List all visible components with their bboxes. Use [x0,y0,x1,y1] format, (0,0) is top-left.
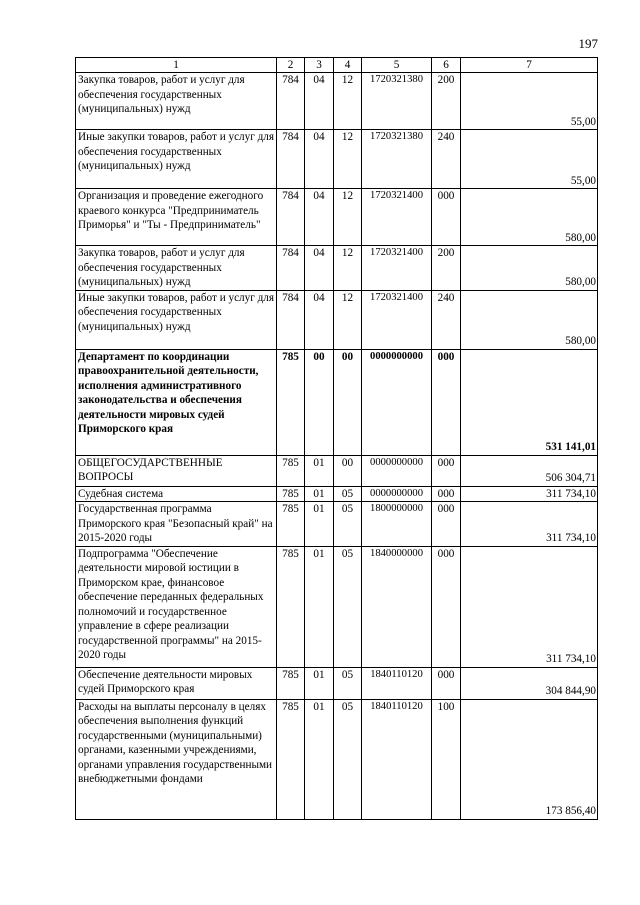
target-article-code: 1840110120 [362,667,432,699]
row-name: Расходы на выплаты персоналу в целях обеспечения выполнения функций государственными (муниципальными) органами, казенными учреждениями, органами управления государственными внебюджетными фондами [76,699,277,819]
header-cell: 1 [76,58,277,73]
table-row [76,502,598,547]
target-article-code: 1840110120 [362,699,432,819]
ministry-code: 785 [277,667,305,699]
subsection-code: 12 [334,73,362,130]
ministry-code: 785 [277,455,305,486]
header-cell: 3 [305,58,334,73]
section-code: 04 [305,130,334,189]
section-code: 01 [305,546,334,667]
subsection-code: 05 [334,699,362,819]
expense-type-code: 100 [432,699,461,819]
target-article-code: 1720321400 [362,246,432,291]
table-row [76,455,598,486]
ministry-code: 785 [277,699,305,819]
header-cell: 5 [362,58,432,73]
target-article-code: 1720321380 [362,73,432,130]
table-row [76,486,598,502]
subsection-code: 05 [334,502,362,547]
header-cell: 4 [334,58,362,73]
row-name: Подпрограмма "Обеспечение деятельности мировой юстиции в Приморском крае, финансовое обеспечение переданных федеральных полномочий и государственное управление в сфере реализации государственной программы" на 2015-2020 годы [76,546,277,667]
amount: 311 734,10 [461,486,598,502]
table-row [76,246,598,291]
target-article-code: 1800000000 [362,502,432,547]
amount: 531 141,01 [461,349,598,455]
target-article-code: 0000000000 [362,486,432,502]
expense-type-code: 000 [432,486,461,502]
amount: 506 304,71 [461,455,598,486]
ministry-code: 784 [277,130,305,189]
subsection-code: 12 [334,189,362,246]
table-row [76,290,598,349]
section-code: 01 [305,667,334,699]
subsection-code: 05 [334,667,362,699]
row-name: Организация и проведение ежегодного краевого конкурса "Предприниматель Приморья" и "Ты - Предприниматель" [76,189,277,246]
row-name: Закупка товаров, работ и услуг для обеспечения государственных (муниципальных) нужд [76,73,277,130]
subsection-code: 05 [334,546,362,667]
row-name: Обеспечение деятельности мировых судей Приморского края [76,667,277,699]
target-article-code: 1720321380 [362,130,432,189]
budget-table [75,57,598,820]
ministry-code: 784 [277,290,305,349]
expense-type-code: 240 [432,290,461,349]
expense-type-code: 000 [432,349,461,455]
table-row [76,73,598,130]
section-code: 01 [305,699,334,819]
section-code: 04 [305,246,334,291]
amount: 580,00 [461,290,598,349]
amount: 304 844,90 [461,667,598,699]
table-row [76,546,598,667]
amount: 173 856,40 [461,699,598,819]
amount: 580,00 [461,189,598,246]
expense-type-code: 000 [432,667,461,699]
expense-type-code: 000 [432,455,461,486]
target-article-code: 1720321400 [362,189,432,246]
target-article-code: 1840000000 [362,546,432,667]
expense-type-code: 000 [432,189,461,246]
header-cell: 2 [277,58,305,73]
table-row [76,699,598,819]
expense-type-code: 000 [432,502,461,547]
header-cell: 6 [432,58,461,73]
expense-type-code: 240 [432,130,461,189]
subsection-code: 12 [334,130,362,189]
amount: 55,00 [461,130,598,189]
section-code: 00 [305,349,334,455]
row-name: Департамент по координации правоохранительной деятельности, исполнения административного законодательства и обеспечения деятельности мировых судей Приморского края [76,349,277,455]
ministry-code: 785 [277,486,305,502]
amount: 311 734,10 [461,546,598,667]
amount: 311 734,10 [461,502,598,547]
section-code: 04 [305,73,334,130]
table-row [76,130,598,189]
amount: 580,00 [461,246,598,291]
subsection-code: 00 [334,455,362,486]
target-article-code: 0000000000 [362,349,432,455]
ministry-code: 784 [277,246,305,291]
row-name: ОБЩЕГОСУДАРСТВЕННЫЕ ВОПРОСЫ [76,455,277,486]
ministry-code: 785 [277,349,305,455]
row-name: Закупка товаров, работ и услуг для обеспечения государственных (муниципальных) нужд [76,246,277,291]
amount: 55,00 [461,73,598,130]
ministry-code: 784 [277,73,305,130]
target-article-code: 1720321400 [362,290,432,349]
ministry-code: 785 [277,546,305,667]
section-code: 01 [305,502,334,547]
section-code: 04 [305,189,334,246]
subsection-code: 12 [334,290,362,349]
table-row [76,189,598,246]
expense-type-code: 200 [432,73,461,130]
ministry-code: 784 [277,189,305,246]
row-name: Государственная программа Приморского края "Безопасный край" на 2015-2020 годы [76,502,277,547]
ministry-code: 785 [277,502,305,547]
target-article-code: 0000000000 [362,455,432,486]
row-name: Иные закупки товаров, работ и услуг для обеспечения государственных (муниципальных) нужд [76,130,277,189]
section-code: 01 [305,455,334,486]
row-name: Судебная система [76,486,277,502]
section-code: 04 [305,290,334,349]
section-code: 01 [305,486,334,502]
page-number: 197 [578,36,598,51]
subsection-code: 00 [334,349,362,455]
table-row [76,349,598,455]
header-cell: 7 [461,58,598,73]
subsection-code: 12 [334,246,362,291]
row-name: Иные закупки товаров, работ и услуг для обеспечения государственных (муниципальных) нужд [76,290,277,349]
header-row [76,58,598,73]
subsection-code: 05 [334,486,362,502]
expense-type-code: 000 [432,546,461,667]
table-row [76,667,598,699]
expense-type-code: 200 [432,246,461,291]
